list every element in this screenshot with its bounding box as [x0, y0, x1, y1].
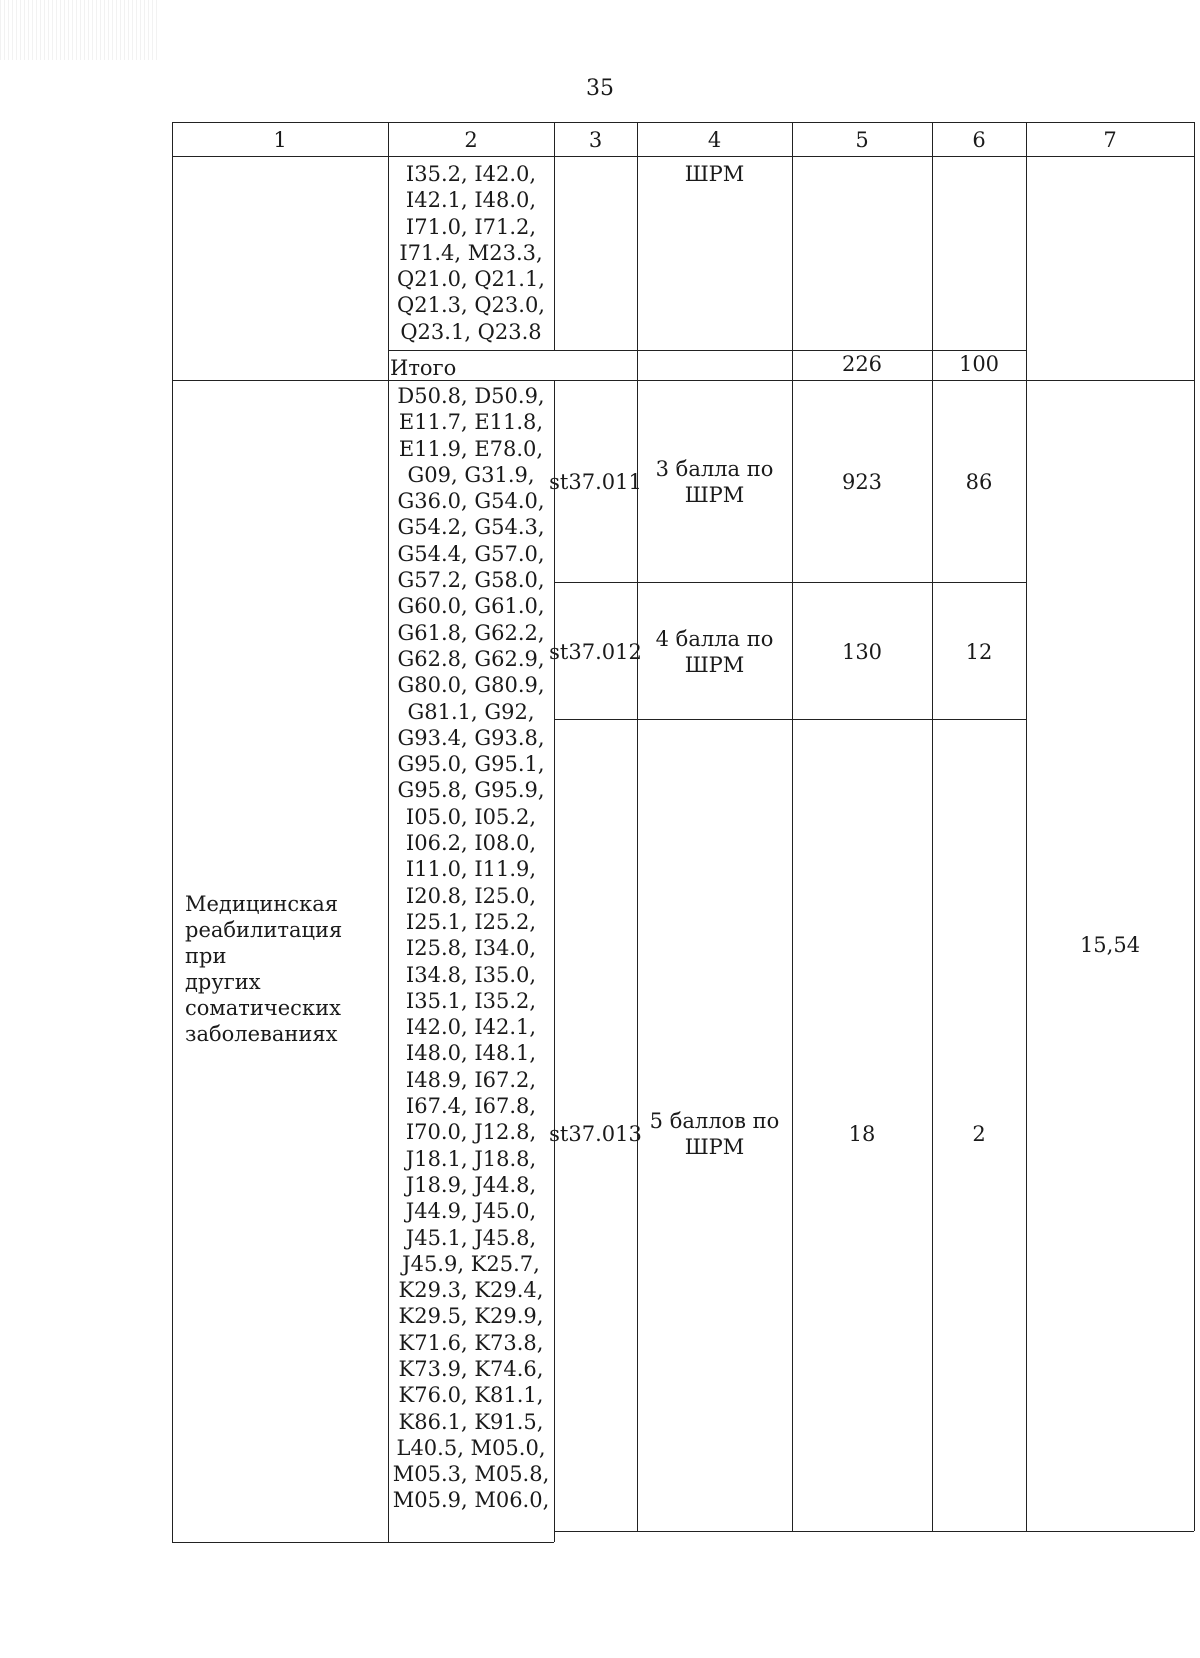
header-col-7: 7 [1103, 128, 1117, 152]
col-divider-3-4 [637, 122, 638, 1531]
table-border-right [1194, 122, 1195, 1531]
table-border-top [172, 122, 1194, 123]
col-divider-6-7 [1026, 122, 1027, 1531]
subrow-1-code: st37.011 [549, 470, 642, 494]
header-col-6: 6 [972, 128, 986, 152]
subrow-1-col-5: 923 [841, 470, 883, 494]
subrow-3-col-6: 2 [972, 1122, 986, 1146]
table-border-bottom-left [172, 1542, 554, 1543]
continuation-criterion: ШРМ [684, 162, 745, 186]
rehab-diagnosis-codes: D50.8, D50.9, E11.7, E11.8, E11.9, E78.0, G09, G31.9, G36.0, G54.0, G54.2, G54.3, G54.4, G57.0, G57.2, G58.0, G60.0, G61.0, G61.8, G62.2, G62.8, G62.9, G80.0, G80.9, G81.1, G92, G93.4, G93.8, G95.0, G95.1, G95.8, G95.9, I05.0, I05.2, I06.2, I08.0, I11.0, I11.9, I20.8, I25.0, I25.1, I25.2, I25.8, I34.0, I34.8, I35.0, I35.1, I35.2, I42.0, I42.1, I48.0, I48.1, I48.9, I67.2, I67.4, I67.8, I70.0, J12.8, J18.1, J18.8, J18.9, J44.8, J44.9, J45.0, J45.1, J45.8, J45.9, K25.7, K29.3, K29.4, K29.5, K29.9, K71.6, K73.8, K73.9, K74.6, K76.0, K81.1, K86.1, K91.5, L40.5, M05.0, M05.3, M05.8, M05.9, M06.0, [392, 384, 550, 1513]
table-border-left [172, 122, 173, 1542]
header-col-4: 4 [707, 128, 722, 152]
subrow-1-col-6: 86 [965, 470, 993, 494]
subrow-1-criterion: 3 балла по ШРМ [655, 457, 774, 507]
subrow-3-code: st37.013 [549, 1122, 642, 1146]
subrow-2-code: st37.012 [549, 639, 642, 664]
col-divider-4-5 [792, 122, 793, 1531]
total-col-6: 100 [958, 352, 1000, 376]
continuation-diagnosis-codes: I35.2, I42.0, I42.1, I48.0, I71.0, I71.2, I71.4, M23.3, Q21.0, Q21.1, Q21.3, Q23.0, Q23.1, Q23.8 [397, 162, 545, 344]
scan-artifact [0, 0, 160, 60]
subrow-2-criterion: 4 балла по ШРМ [655, 626, 774, 677]
total-row-bottom-line [172, 380, 1194, 381]
subrow-3-col-5: 18 [848, 1122, 876, 1146]
header-col-5: 5 [855, 128, 869, 152]
subrow-1-bottom-line [554, 582, 1026, 583]
rehab-coefficient: 15,54 [1079, 933, 1141, 957]
table-border-bottom-right [554, 1531, 1194, 1532]
col-divider-5-6 [932, 122, 933, 1531]
subrow-2-col-6: 12 [965, 639, 993, 664]
rehab-group-name: Медицинская реабилитация при других соматических заболеваниях [185, 892, 343, 1046]
total-label: Итого [390, 356, 457, 380]
header-divider [172, 156, 1194, 157]
total-col-5: 226 [841, 352, 883, 376]
header-col-1: 1 [273, 128, 287, 152]
header-col-2: 2 [464, 128, 478, 152]
subrow-2-bottom-line [554, 719, 1026, 720]
page-number: 35 [586, 76, 614, 101]
subrow-3-criterion: 5 баллов по ШРМ [649, 1109, 780, 1159]
col-divider-2-3-top [554, 122, 555, 350]
header-col-3: 3 [588, 128, 603, 152]
subrow-2-col-5: 130 [841, 639, 883, 664]
col-divider-1-2 [388, 122, 389, 1542]
